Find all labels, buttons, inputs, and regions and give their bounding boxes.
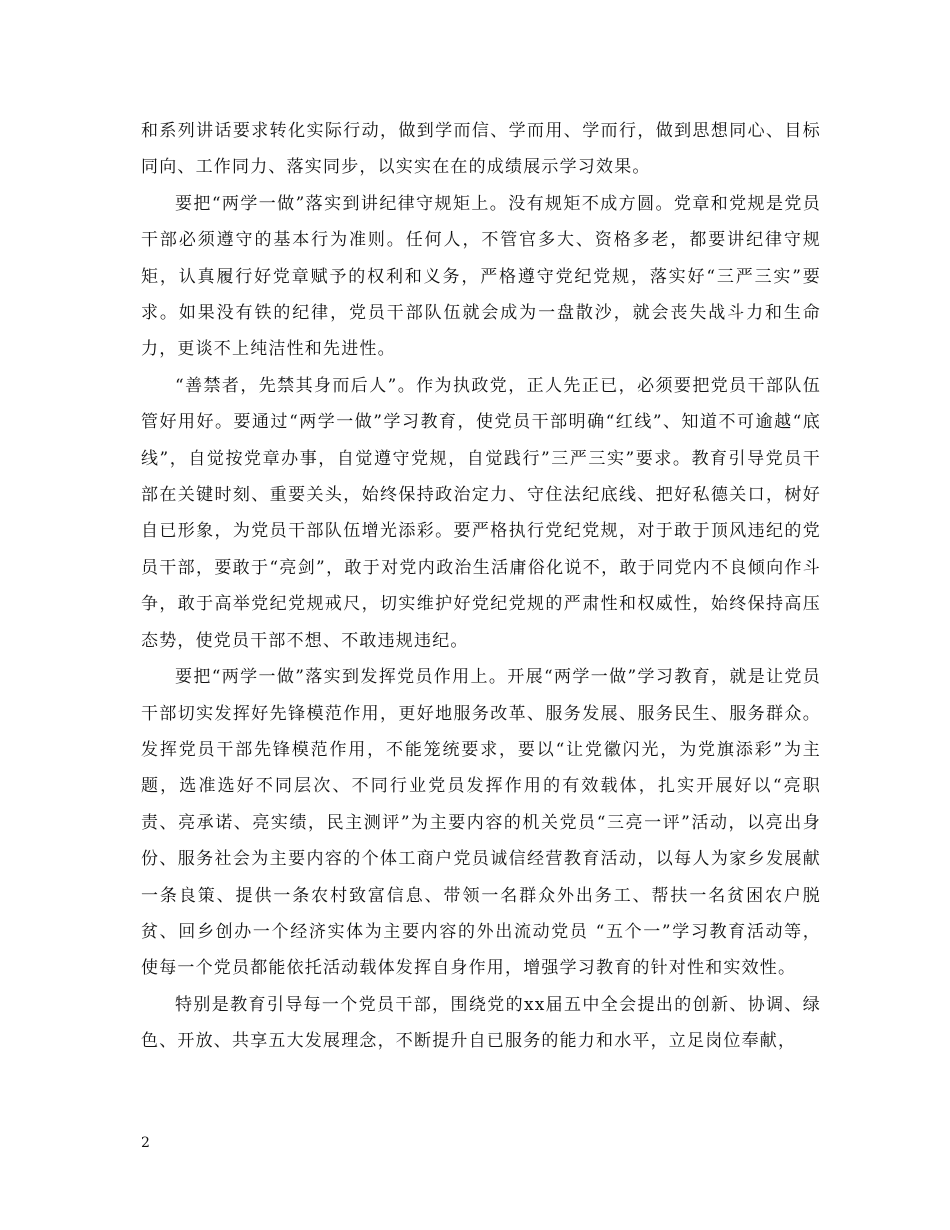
paragraph-discipline: 要把“两学一做”落实到讲纪律守规矩上。没有规矩不成方圆。党章和党规是党员干部必须遵守的基本行为准则。任何人，不管官多大、资格多老，都要讲纪律守规矩，认真履行好党章赋予的权利和义务，严格遵守党纪党规，落实好“三严三实”要求。如果没有铁的纪律，党员干部队伍就会成为一盘散沙，就会丧失战斗力和生命力，更谈不上纯洁性和先进性。 <box>141 193 821 360</box>
paragraph-continuation: 和系列讲话要求转化实际行动，做到学而信、学而用、学而行，做到思想同心、目标同向、工作同力、落实同步，以实实在在的成绩展示学习效果。 <box>141 121 821 178</box>
paragraph-self-restraint: “善禁者，先禁其身而后人”。作为执政党，正人先正已，必须要把党员干部队伍管好用好。要通过“两学一做”学习教育，使党员干部明确“红线”、知道不可逾越“底线”，自觉按党章办事，自觉遵守党规，自觉践行”三严三实”要求。教育引导党员干部在关键时刻、重要关头，始终保持政治定力、守住法纪底线、把好私德关口，树好自已形象，为党员干部队伍增光添彩。要严格执行党纪党规，对于敢于顶风违纪的党员干部，要敢于“亮剑”，敢于对党内政治生活庸俗化说不，敢于同党内不良倾向作斗争，敢于高举党纪党规戒尺，切实维护好党纪党规的严肃性和权威性，始终保持高压态势，使党员干部不想、不敢违规违纪。 <box>141 375 821 651</box>
paragraph-party-member-role: 要把“两学一做”落实到发挥党员作用上。开展“两学一做”学习教育，就是让党员干部切实发挥好先锋模范作用，更好地服务改革、服务发展、服务民生、服务群众。发挥党员干部先锋模范作用，不能笼统要求，要以“让党徽闪光，为党旗添彩”为主题，选准选好不同层次、不同行业党员发挥作用的有效载体，扎实开展好以“亮职责、亮承诺、亮实绩，民主测评”为主要内容的机关党员“三亮一评”活动，以亮出身份、服务社会为主要内容的个体工商户党员诚信经营教育活动，以每人为家乡发展献一条良策、提供一条农村致富信息、带领一名群众外出务工、帮扶一名贫困农户脱贫、回乡创办一个经济实体为主要内容的外出流动党员 “五个一”学习教育活动等，使每一个党员都能依托活动载体发挥自身作用，增强学习教育的针对性和实效性。 <box>141 667 821 979</box>
paragraph-development-concepts: 特别是教育引导每一个党员干部，围绕党的xx届五中全会提出的创新、协调、绿色、开放、共享五大发展理念，不断提升自已服务的能力和水平，立足岗位奉献， <box>141 994 821 1052</box>
document-body <box>141 113 821 1060</box>
page-number: 2 <box>141 1135 150 1151</box>
